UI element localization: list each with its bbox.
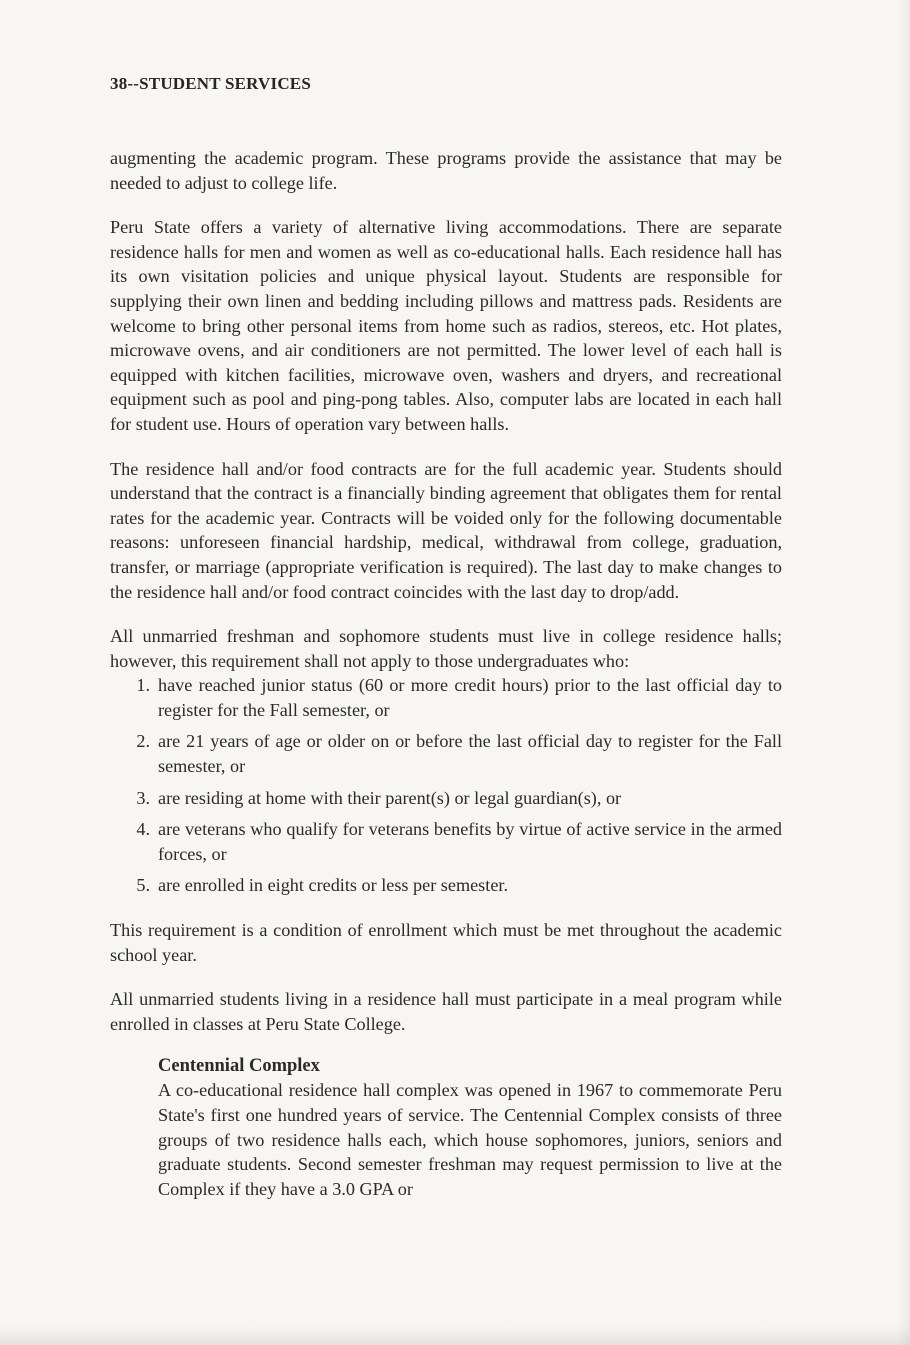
list-item (110, 873, 782, 898)
centennial-complex-section (158, 1054, 782, 1201)
paragraph-residency-requirement: All unmarried freshman and sophomore students must live in college residence halls; however, this requirement shall not apply to those undergraduates who: (110, 626, 782, 671)
list-item (110, 817, 782, 866)
paragraph-enrollment-condition: This requirement is a condition of enrollment which must be met throughout the academic school year. (110, 920, 782, 965)
list-item-number: 5. (136, 875, 150, 896)
list-item-text: have reached junior status (60 or more credit hours) prior to the last official day to register for the Fall semester, or (158, 675, 782, 720)
list-item-number: 2. (136, 731, 150, 752)
page-bottom-shadow (0, 1325, 910, 1345)
paragraph-contracts: The residence hall and/or food contracts are for the full academic year. Students should understand that the contract is a financially binding agreement that obligates them for rental rates for the academic year. Contracts will be voided only for the following documentable reasons: unforeseen financial hardship, medical, withdrawal from college, graduation, transfer, or marriage (appropriate verification is required). The last day to make changes to the residence hall and/or food contract coincides with the last day to drop/add. (110, 458, 782, 602)
list-item-number: 1. (136, 675, 150, 696)
paragraph-living-accommodations: Peru State offers a variety of alternative living accommodations. There are separate residence halls for men and women as well as co-educational halls. Each residence hall has its own visitation policies and unique physical layout. Students are responsible for supplying their own linen and bedding including pillows and mattress pads. Residents are welcome to bring other personal items from home such as radios, stereos, etc. Hot plates, microwave ovens, and air conditioners are not permitted. The lower level of each hall is equipped with kitchen facilities, microwave oven, washers and dryers, and recreational equipment such as pool and ping-pong tables. Also, computer labs are located in each hall for student use. Hours of operation vary between halls. (110, 217, 782, 434)
page-body (110, 146, 782, 1201)
list-item-number: 4. (136, 819, 150, 840)
list-item (110, 673, 782, 722)
list-item-text: are veterans who qualify for veterans benefits by virtue of active service in the armed forces, or (158, 819, 782, 864)
section-heading: Centennial Complex (158, 1056, 320, 1077)
list-item (110, 729, 782, 778)
page-edge-shadow (896, 0, 910, 1345)
list-item-text: are enrolled in eight credits or less per semester. (158, 875, 508, 896)
list-item-text: are residing at home with their parent(s) or legal guardian(s), or (158, 787, 622, 808)
section-body: A co-educational residence hall complex was opened in 1967 to commemorate Peru State's first one hundred years of service. The Centennial Complex consists of three groups of two residence halls each, which house sophomores, juniors, seniors and graduate students. Second semester freshman may request permission to live at the Complex if they have a 3.0 GPA or (158, 1080, 782, 1199)
paragraph-intro: augmenting the academic program. These programs provide the assistance that may be needed to adjust to college life. (110, 148, 782, 193)
paragraph-meal-program: All unmarried students living in a residence hall must participate in a meal program while enrolled in classes at Peru State College. (110, 989, 782, 1034)
exemption-list (110, 673, 782, 898)
list-item-number: 3. (136, 787, 150, 808)
list-item (110, 786, 782, 811)
list-item-text: are 21 years of age or older on or before the last official day to register for the Fall semester, or (158, 731, 782, 777)
running-head: 38--STUDENT SERVICES (110, 74, 312, 93)
